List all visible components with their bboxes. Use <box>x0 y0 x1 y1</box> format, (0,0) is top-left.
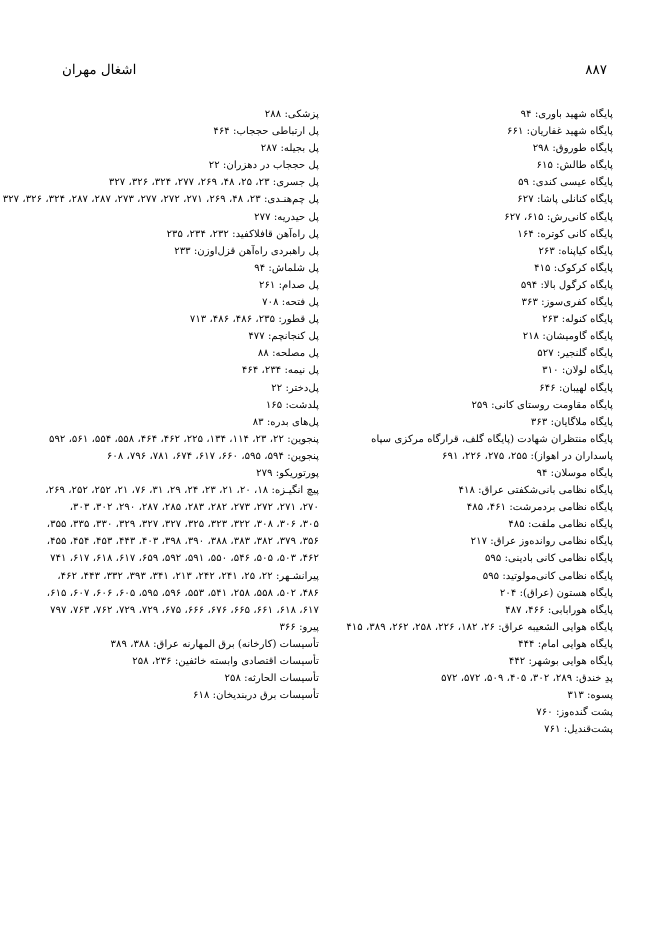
index-entry: پل حججاب در دهزران: ۲۲ <box>208 160 319 172</box>
index-entry: پایگاه گاومیشان: ۲۱۸ <box>522 331 613 343</box>
index-entry: پل ارتباطی حججاب: ۴۶۴ <box>213 126 319 138</box>
index-entry: ۲۷۰، ۲۷۱، ۲۷۲، ۲۷۳، ۲۸۲، ۲۸۳، ۲۸۵، ۲۸۷، ۲۹۰، ۳۰۲، ۳۰۳، <box>69 502 319 514</box>
page-header <box>56 62 613 78</box>
index-entry: پایگاه کفری‌سوز: ۳۶۳ <box>521 297 613 309</box>
index-entry: پل چم‌هنـدی: ۲۳، ۴۸، ۲۶۹، ۲۷۱، ۲۷۲، ۲۷۷، ۲۷۳، ۲۸۷، ۲۸۷، ۳۲۴، ۳۲۶، ۳۲۷ <box>2 194 319 206</box>
index-entry: تأسیسات اقتصادی وابسته خائفین: ۲۳۶، ۲۵۸ <box>132 656 319 667</box>
index-entry: پل فتحه: ۷۰۸ <box>262 297 319 309</box>
index-entry: پایگاه کرگول بالا: ۵۹۴ <box>520 279 613 291</box>
index-columns <box>2 106 613 738</box>
index-entry: پایگاه شهید باوری: ۹۴ <box>520 109 613 120</box>
index-entry: پایگاه کرکوک: ۴۱۵ <box>534 262 613 274</box>
index-column-middle <box>2 106 319 738</box>
index-entry: پایگاه نظامی ملفت: ۴۸۵ <box>508 519 613 531</box>
index-entry: پایگاه نظامی کانی‌مولوتید: ۵۹۵ <box>482 570 613 582</box>
index-entry: تأسیسات برق دربندیخان: ۶۱۸ <box>193 690 319 702</box>
index-entry: پدِ خندق: ۲۸۹، ۳۰۲، ۴۰۵، ۵۰۹، ۵۷۲، ۵۷۲ <box>441 673 613 685</box>
index-entry: پایگاه گلنجیر: ۵۲۷ <box>537 348 613 360</box>
index-entry: پیچ انگیـزه: ۱۸، ۲۰، ۲۱، ۲۳، ۲۴، ۲۹، ۳۱، ۷۶، ۲۱، ۲۵۲، ۲۵۲، ۲۶۹، <box>45 485 319 497</box>
index-entry: تأسیسات الحارثه: ۲۵۸ <box>224 673 319 685</box>
index-entry: پلدشت: ۱۶۵ <box>265 399 319 411</box>
index-entry: پنجوین: ۲۲، ۲۳، ۱۱۴، ۱۳۴، ۲۲۵، ۴۶۲، ۴۶۴، ۵۵۸، ۵۵۴، ۵۶۱، ۵۹۲ <box>48 433 319 445</box>
index-entry: پایگاه نظامی بردمرشت: ۴۶۱، ۴۸۵ <box>466 502 613 514</box>
index-entry: پایگاه نظامی کانی بادینی: ۵۹۵ <box>484 553 613 565</box>
index-entry: پل راهبردی راه‌آهن قزل‌اوزن: ۲۳۳ <box>174 245 319 257</box>
index-column-right <box>345 106 613 738</box>
index-entry: پیرانشـهر: ۲۲، ۲۵، ۲۴۱، ۲۴۲، ۲۱۳، ۳۴۱، ۳۹۳، ۳۳۲، ۴۴۳، ۴۶۲، <box>57 570 319 582</box>
index-entry: پایگاه طالش: ۶۱۵ <box>536 160 613 172</box>
index-entry: ۶۱۷، ۶۱۸، ۶۶۱، ۶۶۵، ۶۷۶، ۶۶۶، ۶۷۵، ۷۲۹، ۷۲۹، ۷۶۲، ۷۶۳، ۷۹۷ <box>50 604 319 616</box>
index-entry: پایگاه موسلان: ۹۴ <box>536 467 613 479</box>
index-entry: پل جسری: ۲۳، ۲۵، ۴۸، ۲۶۹، ۲۷۷، ۳۲۴، ۳۲۶، ۳۲۷ <box>108 177 319 189</box>
index-entry: تأسیسات (کارخانه) برق المهارنه عراق: ۳۸۸، ۳۸۹ <box>110 638 319 650</box>
index-entry: پایگاه لولان: ۳۱۰ <box>542 365 613 377</box>
index-entry: پایگاه شهید غفاریان: ۶۶۱ <box>507 126 613 138</box>
index-entry: پایگاه هوایی الشعیبه عراق: ۲۶، ۱۸۲، ۲۲۶، ۲۵۸، ۲۶۲، ۳۸۹، ۴۱۵ <box>346 621 613 633</box>
index-entry: پل بجیله: ۲۸۷ <box>260 143 319 155</box>
book-title: اشغال مهران <box>62 62 137 78</box>
index-entry: پایگاه کانی کوتره: ۱۶۴ <box>517 228 613 240</box>
index-entry: پل قطور: ۲۳۵، ۴۸۶، ۴۸۶، ۷۱۳ <box>189 314 319 326</box>
index-entry: پایگاه کانی‌رش: ۶۱۵، ۶۲۷ <box>504 211 613 223</box>
index-entry: ۳۰۵، ۳۰۶، ۳۰۸، ۳۲۲، ۳۲۳، ۳۲۵، ۳۲۷، ۳۲۷، ۳۲۹، ۳۳۰، ۳۳۵، ۳۵۵، <box>46 519 319 531</box>
index-entry: پل صدام: ۲۶۱ <box>258 279 319 291</box>
index-entry: پل مصلحه: ۸۸ <box>257 348 319 360</box>
index-entry: پل کنجانچم: ۴۷۷ <box>248 331 319 343</box>
index-entry: پایگاه طوروق: ۲۹۸ <box>532 143 613 155</box>
index-entry: پشت گندەوز: ۷۶۰ <box>536 707 613 719</box>
index-entry: پزشکی: ۲۸۸ <box>264 109 319 120</box>
index-entry: پیرو: ۳۶۶ <box>279 621 319 633</box>
index-entry: پایگاه نظامی روانده‌وز عراق: ۲۱۷ <box>470 536 613 548</box>
index-entry: پل راه‌آهن قافلاکفید: ۲۳۲، ۲۳۴، ۲۳۵ <box>166 228 319 240</box>
index-entry: پل شلماش: ۹۴ <box>254 262 319 274</box>
index-entry: پورتوریکو: ۲۷۹ <box>256 467 319 479</box>
index-entry: پایگاه عیسی کندی: ۵۹ <box>518 177 613 189</box>
index-entry: پایگاه هوایی بوشهر: ۴۴۲ <box>508 656 613 667</box>
index-entry: پل‌دختر: ۲۲ <box>271 382 319 394</box>
index-entry: پایگاه ملاگایان: ۳۶۳ <box>530 416 613 428</box>
index-entry: پایگاه هستون (عراق): ۲۰۴ <box>499 587 613 599</box>
index-entry: پایگاه هورابابی: ۴۶۶، ۴۸۷ <box>505 604 613 616</box>
index-entry: ۴۶۲، ۵۰۳، ۵۰۵، ۵۴۶، ۵۵۰، ۵۹۱، ۵۹۲، ۶۵۹، ۶۱۷، ۶۱۸، ۶۱۷، ۷۴۱ <box>50 553 319 565</box>
index-entry: پل نیمه: ۲۳۴، ۴۶۴ <box>241 365 319 377</box>
index-entry: پایگاه لهیبان: ۶۴۶ <box>539 382 613 394</box>
index-entry: پایگاه هوایی امام: ۴۴۴ <box>518 638 613 650</box>
index-entry: پایگاه کیاپناه: ۲۶۳ <box>538 245 613 257</box>
index-entry: ۳۵۶، ۳۷۹، ۳۸۲، ۳۸۳، ۳۸۸، ۳۹۰، ۳۹۸، ۴۰۳، ۴۴۳، ۴۵۳، ۴۵۴، ۴۵۵، <box>46 536 319 548</box>
index-entry: پسوه: ۳۱۳ <box>567 690 613 702</box>
index-entry: پایگاه نظامی بانی‌شکفتی عراق: ۴۱۸ <box>458 485 613 497</box>
index-entry: پایگاه مقاومت روستای کانی: ۲۵۹ <box>471 399 613 411</box>
index-entry: پایگاه کنوله: ۲۶۳ <box>542 314 613 326</box>
page-number: ۸۸۷ <box>585 62 607 78</box>
index-entry: پایگاه کنانلی پاشا: ۶۲۷ <box>517 194 613 206</box>
index-entry: ۴۸۶، ۵۰۲، ۵۵۸، ۲۵۸، ۵۴۱، ۵۵۳، ۵۹۶، ۵۹۵، ۶۰۵، ۶۰۶، ۶۰۷، ۶۱۵، <box>46 587 319 599</box>
index-entry: پایگاه منتظران شهادت (پایگاه گلف، قرارگاه مرکزی سپاه پاسداران در اهواز): ۲۵۵، ۲۷۵، ۲۲۶، ۶۹۱ <box>371 433 613 462</box>
index-entry: پنجوین: ۵۹۴، ۵۹۵، ۶۶۰، ۶۱۷، ۶۷۴، ۷۸۱، ۷۹۶، ۶۰۸ <box>106 450 319 462</box>
index-entry: پل‌های بدره: ۸۳ <box>252 416 319 428</box>
index-entry: پشت‌قندیل: ۷۶۱ <box>544 724 613 736</box>
index-entry: پل حیدریه: ۲۷۷ <box>254 211 319 223</box>
